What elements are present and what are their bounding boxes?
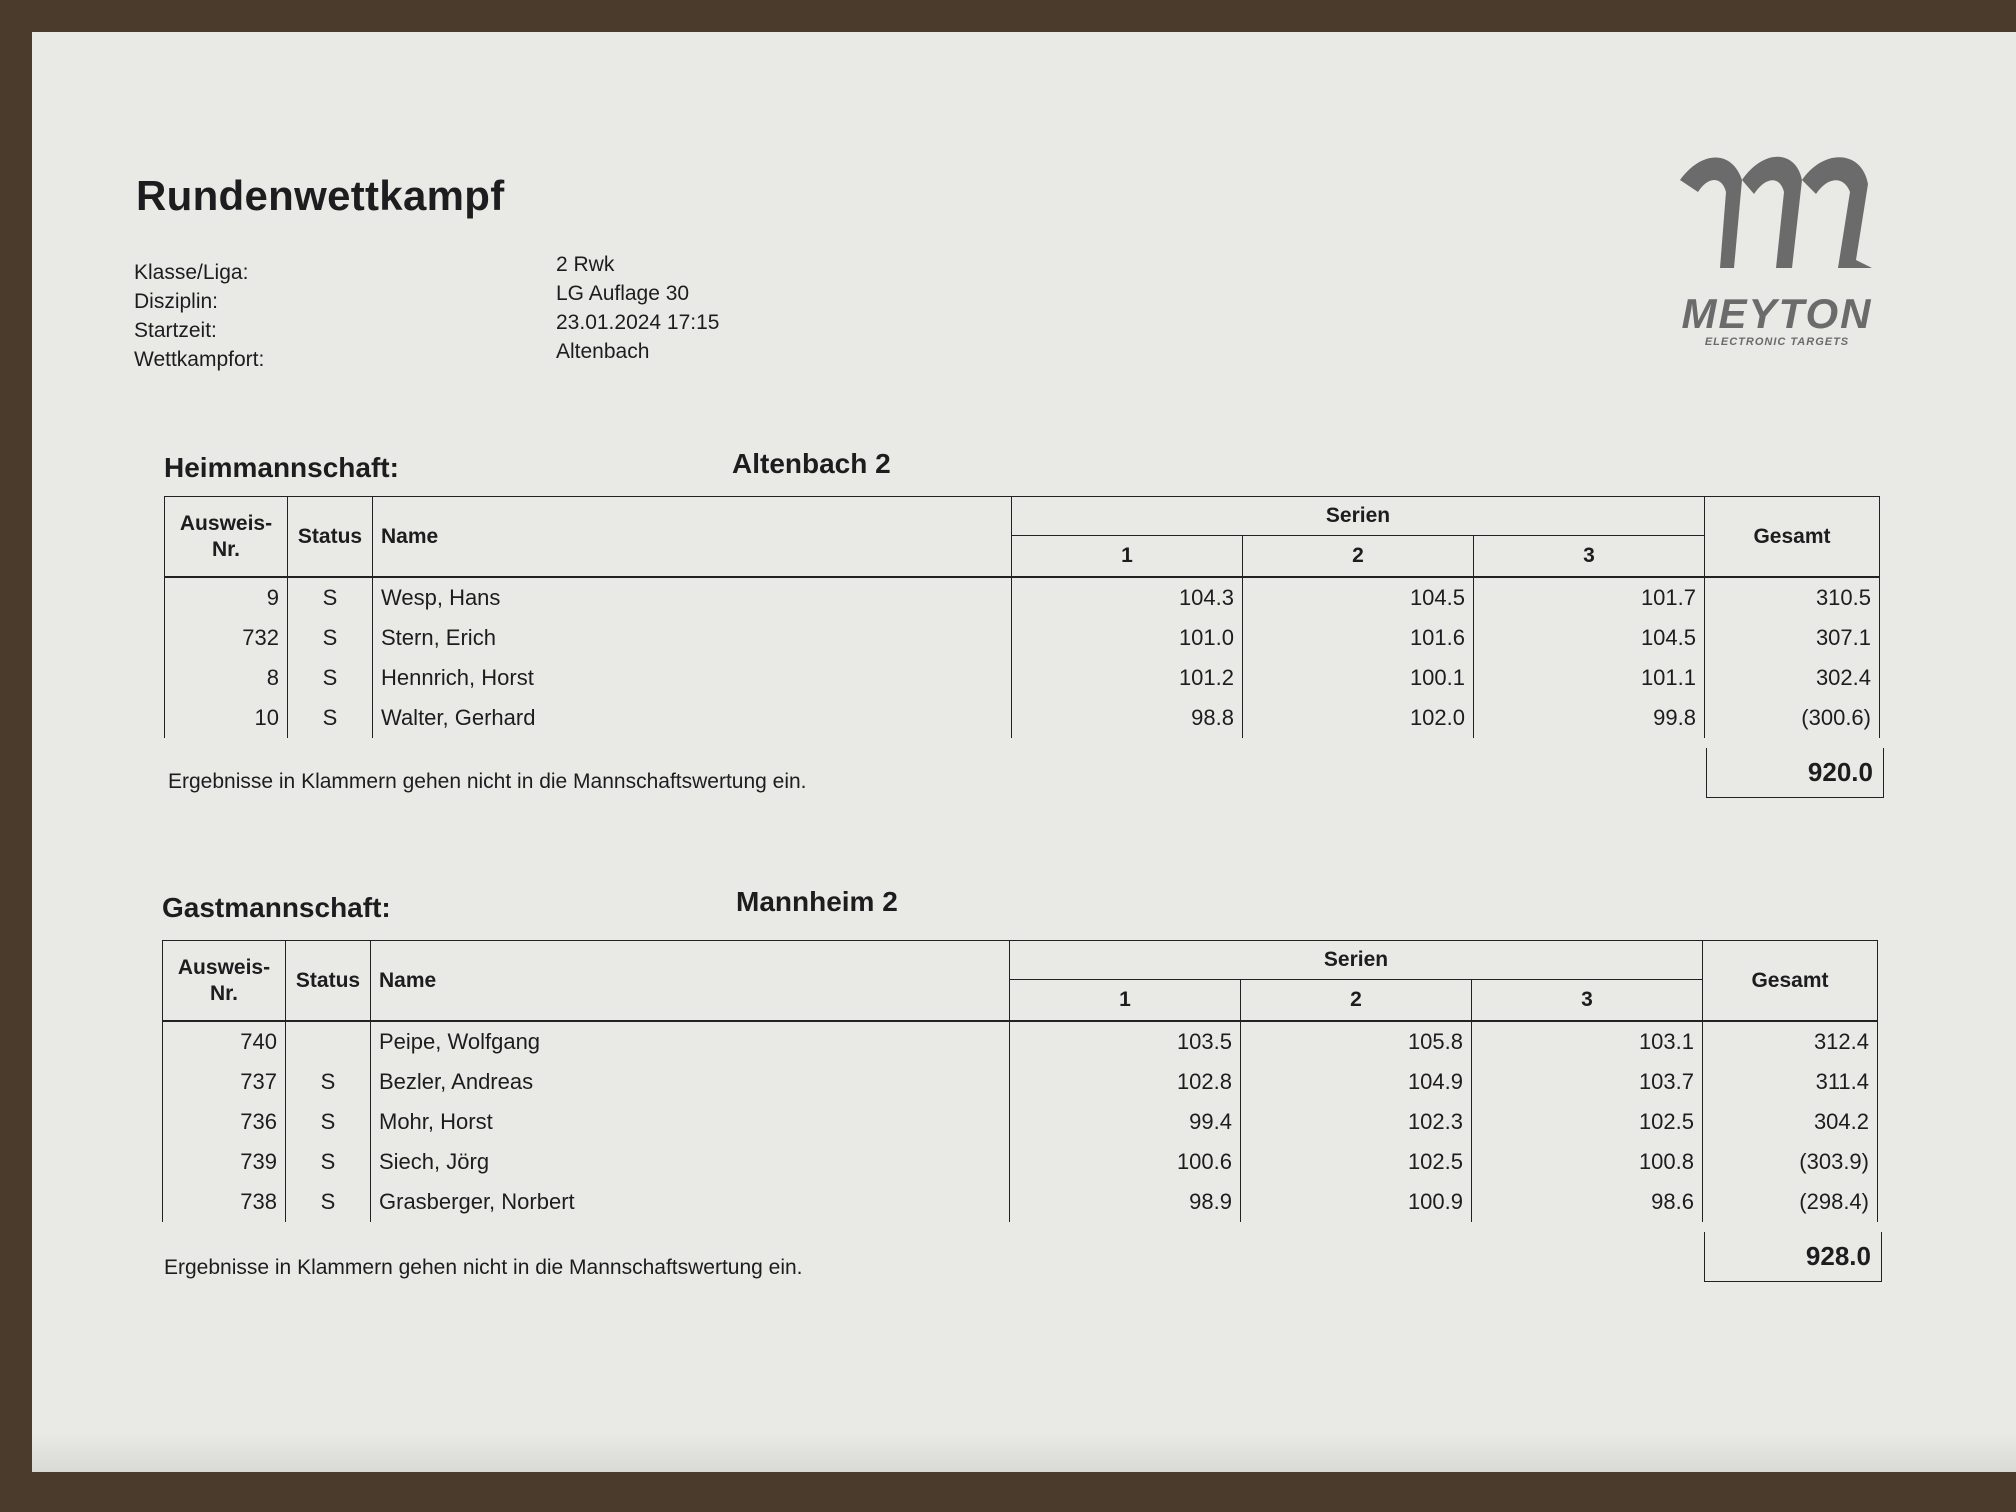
cell-serie-1: 104.3 [1012, 577, 1243, 618]
home-team-total: 920.0 [1706, 748, 1884, 798]
table-row [163, 1062, 1878, 1102]
cell-serie-2: 102.5 [1241, 1142, 1472, 1182]
cell-serie-2: 102.0 [1243, 698, 1474, 738]
cell-gesamt: (300.6) [1705, 698, 1880, 738]
cell-gesamt: 304.2 [1703, 1102, 1878, 1142]
table-row [163, 1102, 1878, 1142]
col-serie-3: 3 [1474, 536, 1705, 578]
cell-serie-3: 104.5 [1474, 618, 1705, 658]
col-gesamt: Gesamt [1703, 941, 1878, 1022]
meyton-m-icon [1672, 140, 1882, 290]
cell-name: Grasberger, Norbert [371, 1182, 1010, 1222]
guest-team-name: Mannheim 2 [736, 886, 898, 917]
cell-serie-3: 99.8 [1474, 698, 1705, 738]
logo-brand: MEYTON [1681, 290, 1873, 337]
cell-status: S [288, 577, 373, 618]
cell-serie-1: 101.0 [1012, 618, 1243, 658]
meta-value-startzeit: 23.01.2024 17:15 [556, 311, 720, 334]
cell-status: S [288, 618, 373, 658]
table-row [163, 1142, 1878, 1182]
cell-status: S [286, 1182, 371, 1222]
cell-ausweis: 737 [163, 1062, 286, 1102]
home-label: Heimmannschaft: [164, 452, 399, 483]
table-row [165, 698, 1880, 738]
meta-value-wettkampfort: Altenbach [556, 340, 650, 363]
cell-serie-3: 101.7 [1474, 577, 1705, 618]
cell-gesamt: (298.4) [1703, 1182, 1878, 1222]
cell-gesamt: 302.4 [1705, 658, 1880, 698]
cell-name: Wesp, Hans [373, 577, 1012, 618]
home-team-name: Altenbach 2 [732, 448, 891, 479]
cell-serie-1: 99.4 [1010, 1102, 1241, 1142]
home-note: Ergebnisse in Klammern gehen nicht in die Mannschaftswertung ein. [168, 770, 807, 793]
cell-serie-1: 98.9 [1010, 1182, 1241, 1222]
col-gesamt: Gesamt [1705, 497, 1880, 578]
col-ausweis: Ausweis-Nr. [165, 497, 288, 578]
cell-status: S [288, 698, 373, 738]
guest-note: Ergebnisse in Klammern gehen nicht in die Mannschaftswertung ein. [164, 1256, 803, 1279]
guest-team-total: 928.0 [1704, 1232, 1882, 1282]
cell-serie-1: 102.8 [1010, 1062, 1241, 1102]
cell-serie-2: 102.3 [1241, 1102, 1472, 1142]
home-results-table [164, 496, 1880, 738]
col-ausweis: Ausweis-Nr. [163, 941, 286, 1022]
cell-serie-3: 103.7 [1472, 1062, 1703, 1102]
cell-gesamt: (303.9) [1703, 1142, 1878, 1182]
col-serie-1: 1 [1010, 980, 1241, 1022]
guest-label: Gastmannschaft: [162, 892, 391, 923]
cell-ausweis: 732 [165, 618, 288, 658]
cell-gesamt: 311.4 [1703, 1062, 1878, 1102]
cell-ausweis: 736 [163, 1102, 286, 1142]
logo-tagline: ELECTRONIC TARGETS [1704, 336, 1850, 348]
cell-serie-3: 98.6 [1472, 1182, 1703, 1222]
cell-serie-1: 98.8 [1012, 698, 1243, 738]
meta-values [556, 250, 720, 366]
cell-ausweis: 9 [165, 577, 288, 618]
cell-serie-2: 104.9 [1241, 1062, 1472, 1102]
cell-gesamt: 312.4 [1703, 1021, 1878, 1062]
meta-label-disziplin: Disziplin: [134, 290, 219, 313]
table-row [165, 618, 1880, 658]
table-row [163, 1021, 1878, 1062]
col-serie-2: 2 [1243, 536, 1474, 578]
cell-serie-1: 103.5 [1010, 1021, 1241, 1062]
cell-status: S [286, 1142, 371, 1182]
cell-ausweis: 740 [163, 1021, 286, 1062]
cell-serie-1: 101.2 [1012, 658, 1243, 698]
cell-serie-2: 104.5 [1243, 577, 1474, 618]
cell-status: S [286, 1102, 371, 1142]
col-serien: Serien [1010, 941, 1703, 980]
cell-ausweis: 739 [163, 1142, 286, 1182]
cell-ausweis: 738 [163, 1182, 286, 1222]
meta-value-disziplin: LG Auflage 30 [556, 282, 690, 305]
cell-name: Walter, Gerhard [373, 698, 1012, 738]
col-serien: Serien [1012, 497, 1705, 536]
cell-serie-2: 100.9 [1241, 1182, 1472, 1222]
cell-name: Bezler, Andreas [371, 1062, 1010, 1102]
guest-results-table [162, 940, 1878, 1222]
cell-serie-3: 101.1 [1474, 658, 1705, 698]
col-status: Status [286, 941, 371, 1022]
cell-serie-3: 102.5 [1472, 1102, 1703, 1142]
table-row [165, 577, 1880, 618]
cell-ausweis: 8 [165, 658, 288, 698]
cell-status: S [286, 1062, 371, 1102]
cell-name: Hennrich, Horst [373, 658, 1012, 698]
cell-serie-1: 100.6 [1010, 1142, 1241, 1182]
col-name: Name [371, 941, 1010, 1022]
meta-label-klasse: Klasse/Liga: [134, 261, 249, 284]
cell-name: Peipe, Wolfgang [371, 1021, 1010, 1062]
table-row [165, 658, 1880, 698]
meta-label-wettkampfort: Wettkampfort: [134, 348, 265, 371]
cell-serie-3: 103.1 [1472, 1021, 1703, 1062]
cell-name: Siech, Jörg [371, 1142, 1010, 1182]
home-rows [165, 577, 1880, 738]
cell-gesamt: 310.5 [1705, 577, 1880, 618]
meta-label-startzeit: Startzeit: [134, 319, 217, 342]
cell-name: Mohr, Horst [371, 1102, 1010, 1142]
col-name: Name [373, 497, 1012, 578]
col-serie-1: 1 [1012, 536, 1243, 578]
cell-serie-2: 100.1 [1243, 658, 1474, 698]
cell-ausweis: 10 [165, 698, 288, 738]
cell-serie-2: 105.8 [1241, 1021, 1472, 1062]
cell-serie-2: 101.6 [1243, 618, 1474, 658]
meyton-logo [1672, 140, 1892, 350]
col-serie-2: 2 [1241, 980, 1472, 1022]
guest-rows [163, 1021, 1878, 1222]
cell-gesamt: 307.1 [1705, 618, 1880, 658]
cell-status [286, 1021, 371, 1062]
cell-status: S [288, 658, 373, 698]
page-title: Rundenwettkampf [136, 172, 505, 219]
col-serie-3: 3 [1472, 980, 1703, 1022]
meta-value-klasse: 2 Rwk [556, 253, 615, 276]
meta-labels [134, 258, 264, 374]
table-row [163, 1182, 1878, 1222]
cell-name: Stern, Erich [373, 618, 1012, 658]
col-status: Status [288, 497, 373, 578]
cell-serie-3: 100.8 [1472, 1142, 1703, 1182]
